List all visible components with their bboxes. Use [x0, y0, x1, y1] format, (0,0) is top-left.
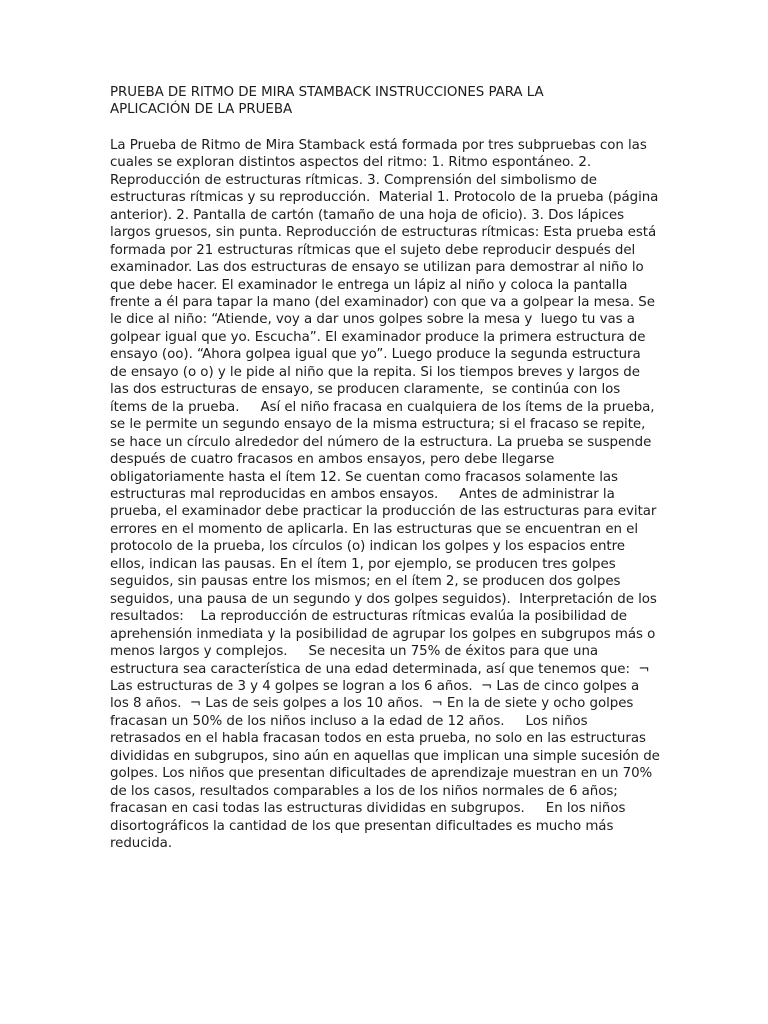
document-page: [110, 84, 665, 852]
document-title: PRUEBA DE RITMO DE MIRA STAMBACK INSTRUCCIONES PARA LA APLICACIÓN DE LA PRUEBA: [110, 85, 544, 118]
document-body-paragraph: La Prueba de Ritmo de Mira Stamback está formada por tres subpruebas con las cuales se exploran distintos aspectos del ritmo: 1. Ritmo espontáneo. 2. Reproducción de estructuras rítmicas. 3. Comprensión del simbolismo de estructuras rítmicas y su reproducción. Material 1. Protocolo de la prueba (página anterior). 2. Pantalla de cartón (tamaño de una hoja de oficio). 3. Dos lápices largos gruesos, sin punta. Reproducción de estructuras rítmicas: Esta prueba está formada por 21 estructuras rítmicas que el sujeto debe reproducir después del examinador. Las dos estructuras de ensayo se utilizan para demostrar al niño lo que debe hacer. El examinador le entrega un lápiz al niño y coloca la pantalla frente a él para tapar la mano (del examinador) con que va a golpear la mesa. Se le dice al niño: “Atiende, voy a dar unos golpes sobre la mesa y luego tu vas a golpear igual que yo. Escucha”. El examinador produce la primera estructura de ensayo (oo). “Ahora golpea igual que yo”. Luego produce la segunda estructura de ensayo (o o) y le pide al niño que la repita. Si los tiempos breves y largos de las dos estructuras de ensayo, se producen claramente, se continúa con los ítems de la prueba. Así el niño fracasa en cualquiera de los ítems de la prueba, se le permite un segundo ensayo de la misma estructura; si el fracaso se repite, se hace un círculo alrededor del número de la estructura. La prueba se suspende después de cuatro fracasos en ambos ensayos, pero debe llegarse obligatoriamente hasta el ítem 12. Se cuentan como fracasos solamente las estructuras mal reproducidas en ambos ensayos. Antes de administrar la prueba, el examinador debe practicar la producción de las estructuras para evitar errores en el momento de aplicarla. En las estructuras que se encuentran en el protocolo de la prueba, los círculos (o) indican los golpes y los espacios entre ellos, indican las pausas. En el ítem 1, por ejemplo, se producen tres golpes seguidos, sin pausas entre los mismos; en el ítem 2, se producen dos golpes seguidos, una pausa de un segundo y dos golpes seguidos). Interpretación de los resultados: La reproducción de estructuras rítmicas evalúa la posibilidad de aprehensión inmediata y la posibilidad de agrupar los golpes en subgrupos más o menos largos y complejos. Se necesita un 75% de éxitos para que una estructura sea característica de una edad determinada, así que tenemos que: ¬ Las estructuras de 3 y 4 golpes se logran a los 6 años. ¬ Las de cinco golpes a los 8 años. ¬ Las de seis golpes a los 10 años. ¬ En la de siete y ocho golpes fracasan un 50% de los niños incluso a la edad de 12 años. Los niños retrasados en el habla fracasan todos en esta prueba, no solo en las estructuras divididas en subgrupos, sino aún en aquellas que implican una simple sucesión de golpes. Los niños que presentan dificultades de aprendizaje muestran en un 70% de los casos, resultados comparables a los de los niños normales de 6 años; fracasan en casi todas las estructuras divididas en subgrupos. En los niños disortográficos la cantidad de los que presentan dificultades es mucho más reducida.: [110, 137, 665, 852]
